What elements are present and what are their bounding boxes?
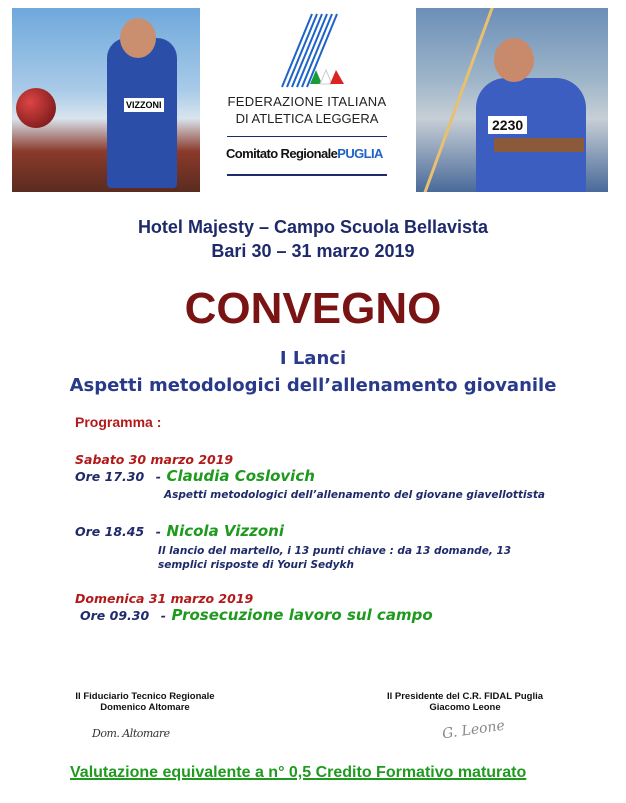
subtitle-2: Aspetti metodologici dell’allenamento giovanile [69,375,557,396]
fidal-logo [222,12,392,182]
credit-note: Valutazione equivalente a n° 0,5 Credito Formativo maturato [70,764,527,781]
bib-label: VIZZONI [126,100,162,110]
signatory-left [50,691,240,713]
logo-divider-bottom [227,174,387,176]
session-speaker: Prosecuzione lavoro sul campo [171,606,433,624]
logo-divider [227,136,387,137]
session-sep: - [155,469,161,484]
bib-label: 2230 [488,116,527,134]
signatory-name: Giacomo Leone [429,702,501,713]
logo-line2: DI ATLETICA LEGGERA [235,111,379,126]
committee-text: Comitato Regionale [226,146,338,161]
event-title: CONVEGNO [184,284,442,333]
venue: Hotel Majesty – Campo Scuola Bellavista [137,217,489,237]
signature-right: G. Leone [441,717,506,743]
signatory-role: Il Presidente del C.R. FIDAL Puglia [386,691,544,702]
logo-line1: FEDERAZIONE ITALIANA [227,94,387,109]
session-time: Ore 17.30 [75,469,145,484]
session-1 [75,466,315,485]
session-topic: Aspetti metodologici dell’allenamento del giovane giavellottista [164,489,545,501]
session-sep: - [160,608,166,623]
signatory-role: Il Fiduciario Tecnico Regionale [75,691,215,702]
session-speaker: Nicola Vizzoni [166,522,284,540]
hammer-thrower-photo [12,8,200,192]
signature-left: Dom. Altomare [92,727,170,740]
day1-label: Sabato 30 marzo 2019 [75,452,234,467]
fidal-emblem-icon [272,12,352,90]
signatory-name: Domenico Altomare [100,702,190,713]
session-3 [80,605,433,624]
session-topic: Il lancio del martello, i 13 punti chiave : da 13 domande, 13 [158,545,512,557]
logo-committee [226,146,396,161]
day2-label: Domenica 31 marzo 2019 [75,591,254,606]
session-speaker: Claudia Coslovich [166,467,315,485]
region-text: PUGLIA [337,146,383,161]
session-time: Ore 09.30 [80,608,150,623]
event-dates: Bari 30 – 31 marzo 2019 [211,241,415,261]
session-time: Ore 18.45 [75,524,145,539]
session-2 [75,521,284,540]
subtitle-1: I Lanci [279,348,347,369]
program-label: Programma : [75,414,162,430]
session-topic-line2: semplici risposte di Youri Sedykh [158,559,354,571]
signatory-right [365,691,565,713]
javelin-thrower-photo [416,8,608,192]
session-sep: - [155,524,161,539]
